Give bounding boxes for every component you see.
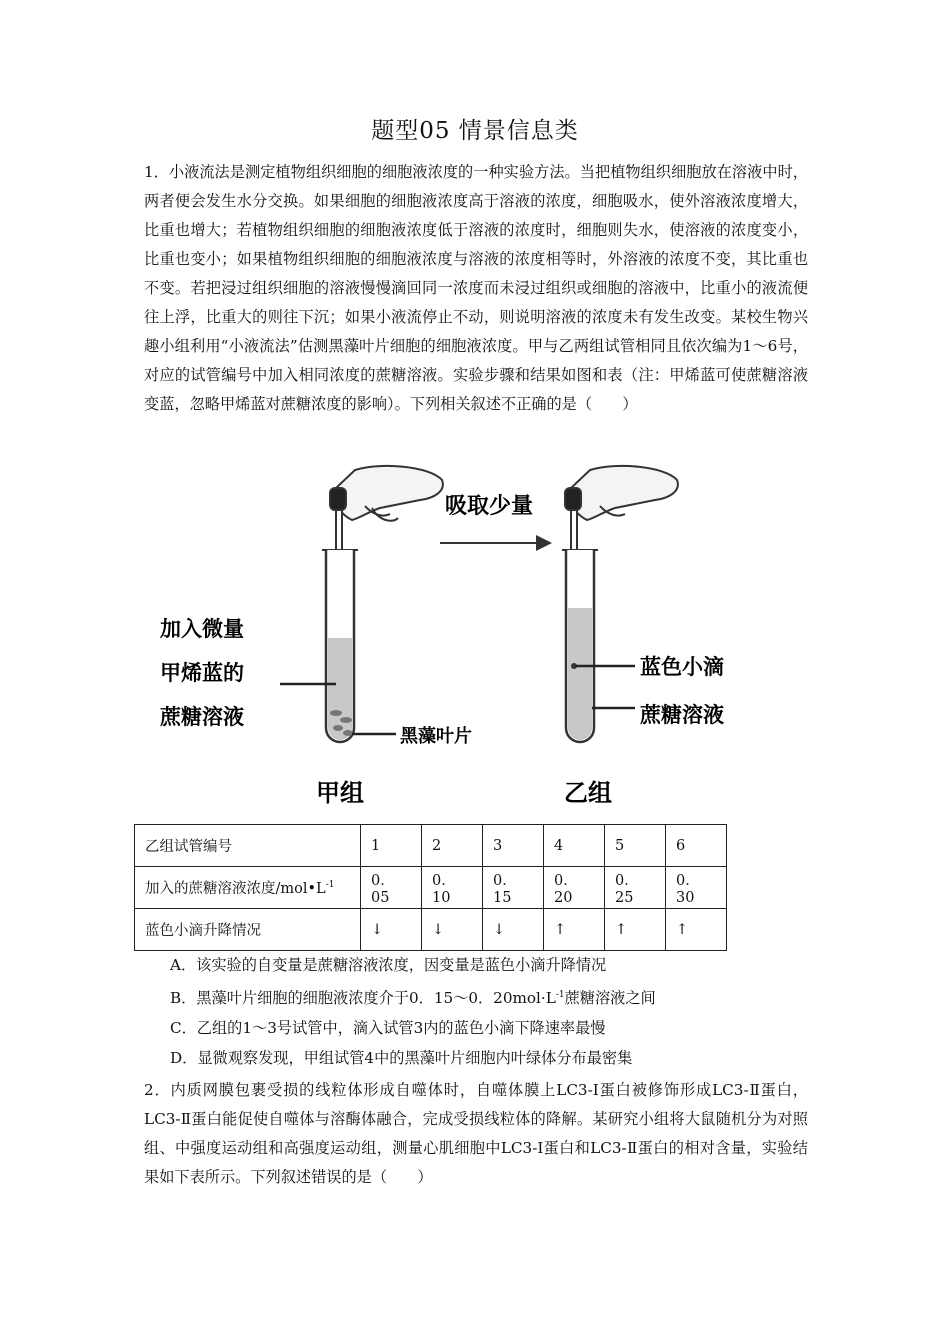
arrow-label: 吸取少量 — [445, 494, 534, 519]
table-cell: 0．25 — [605, 867, 666, 909]
table-row-header: 蓝色小滴升降情况 — [135, 909, 361, 951]
table-cell: 0．10 — [422, 867, 483, 909]
table-row — [135, 867, 727, 909]
table-cell: ↓ — [483, 909, 544, 951]
test-tube-group-b — [562, 550, 598, 742]
option-b[interactable]: B．黑藻叶片细胞的细胞液浓度介于0．15～0．$20mol\cdot L^{-1}$蔗糖溶液之间 — [170, 989, 656, 1008]
table-cell: 0．15 — [483, 867, 544, 909]
table-cell: 1 — [361, 825, 422, 867]
table-cell: ↓ — [361, 909, 422, 951]
table-cell: ↑ — [666, 909, 727, 951]
left-label-line-2: 甲烯蓝的 — [160, 661, 244, 685]
option-d[interactable]: D．显微观察发现，甲组试管4中的黑藻叶片细胞内叶绿体分布最密集 — [170, 1049, 633, 1068]
table-row — [135, 909, 727, 951]
drop-label: 蓝色小滴 — [640, 655, 724, 679]
results-table — [134, 824, 727, 951]
question-1-options — [170, 950, 656, 1073]
table-cell: 2 — [422, 825, 483, 867]
question-2-stem: 2．内质网膜包裹受损的线粒体形成自噬体时，自噬体膜上LC3-I蛋白被修饰形成LC3-Ⅱ蛋白，LC3-Ⅱ蛋白能促使自噬体与溶酶体融合，完成受损线粒体的降解。某研究小组将大鼠随机分为对照组、中强度运动组和高强度运动组，测量心肌细胞中LC3-I蛋白和LC3-Ⅱ蛋白的相对含量，实验结果如下表所示。下列叙述错误的是（ ） — [144, 1081, 808, 1186]
page-title: 题型05 情景信息类 — [371, 118, 579, 144]
question-1-stem: 1．小液流法是测定植物组织细胞的细胞液浓度的一种实验方法。当把植物组织细胞放在溶液中时，两者便会发生水分交换。如果细胞的细胞液浓度高于溶液的浓度，细胞吸水，使外溶液浓度增大，比重也增大；若植物组织细胞的细胞液浓度低于溶液的浓度时，细胞则失水，使溶液的浓度变小，比重也变小；如果植物组织细胞的细胞液浓度与溶液的浓度相等时，外溶液的浓度不变，其比重也不变。若把浸过组织细胞的溶液慢慢滴回同一浓度而未浸过组织或细胞的溶液中，比重小的液流便往上浮，比重大的则往下沉；如果小液流停止不动，则说明溶液的浓度未有发生改变。某校生物兴趣小组利用“小液流法”估测黑藻叶片细胞的细胞液浓度。甲与乙两组试管相同且依次编为1～6号，对应的试管编号中加入相同浓度的蔗糖溶液。实验步骤和结果如图和表（注：甲烯蓝可使蔗糖溶液变蓝，忽略甲烯蓝对蔗糖浓度的影响）。下列相关叙述不正确的是（ ） — [144, 163, 808, 413]
group-a-label: 甲组 — [316, 779, 364, 807]
table-row — [135, 825, 727, 867]
table-row-header: 乙组试管编号 — [135, 825, 361, 867]
option-c[interactable]: C．乙组的1～3号试管中，滴入试管3内的蓝色小滴下降速率最慢 — [170, 1019, 606, 1038]
left-label-line-3: 蔗糖溶液 — [160, 705, 244, 729]
test-tube-group-a — [322, 550, 358, 742]
table-cell: ↑ — [605, 909, 666, 951]
table-cell: 3 — [483, 825, 544, 867]
table-cell: 0．30 — [666, 867, 727, 909]
left-label-line-1: 加入微量 — [160, 617, 244, 641]
table-cell: ↑ — [544, 909, 605, 951]
group-b-label: 乙组 — [564, 779, 612, 807]
experiment-figure — [140, 458, 760, 818]
solution-label: 蔗糖溶液 — [640, 703, 724, 727]
table-cell: 5 — [605, 825, 666, 867]
leaf-label: 黑藻叶片 — [400, 726, 472, 747]
option-a[interactable]: A．该实验的自变量是蔗糖溶液浓度，因变量是蓝色小滴升降情况 — [170, 956, 607, 974]
table-cell: ↓ — [422, 909, 483, 951]
table-cell: 4 — [544, 825, 605, 867]
table-row-header: 加入的蔗糖溶液浓度$/mol•L^{-1}$ — [135, 867, 361, 909]
table-cell: 0．05 — [361, 867, 422, 909]
table-cell: 6 — [666, 825, 727, 867]
table-cell: 0．20 — [544, 867, 605, 909]
